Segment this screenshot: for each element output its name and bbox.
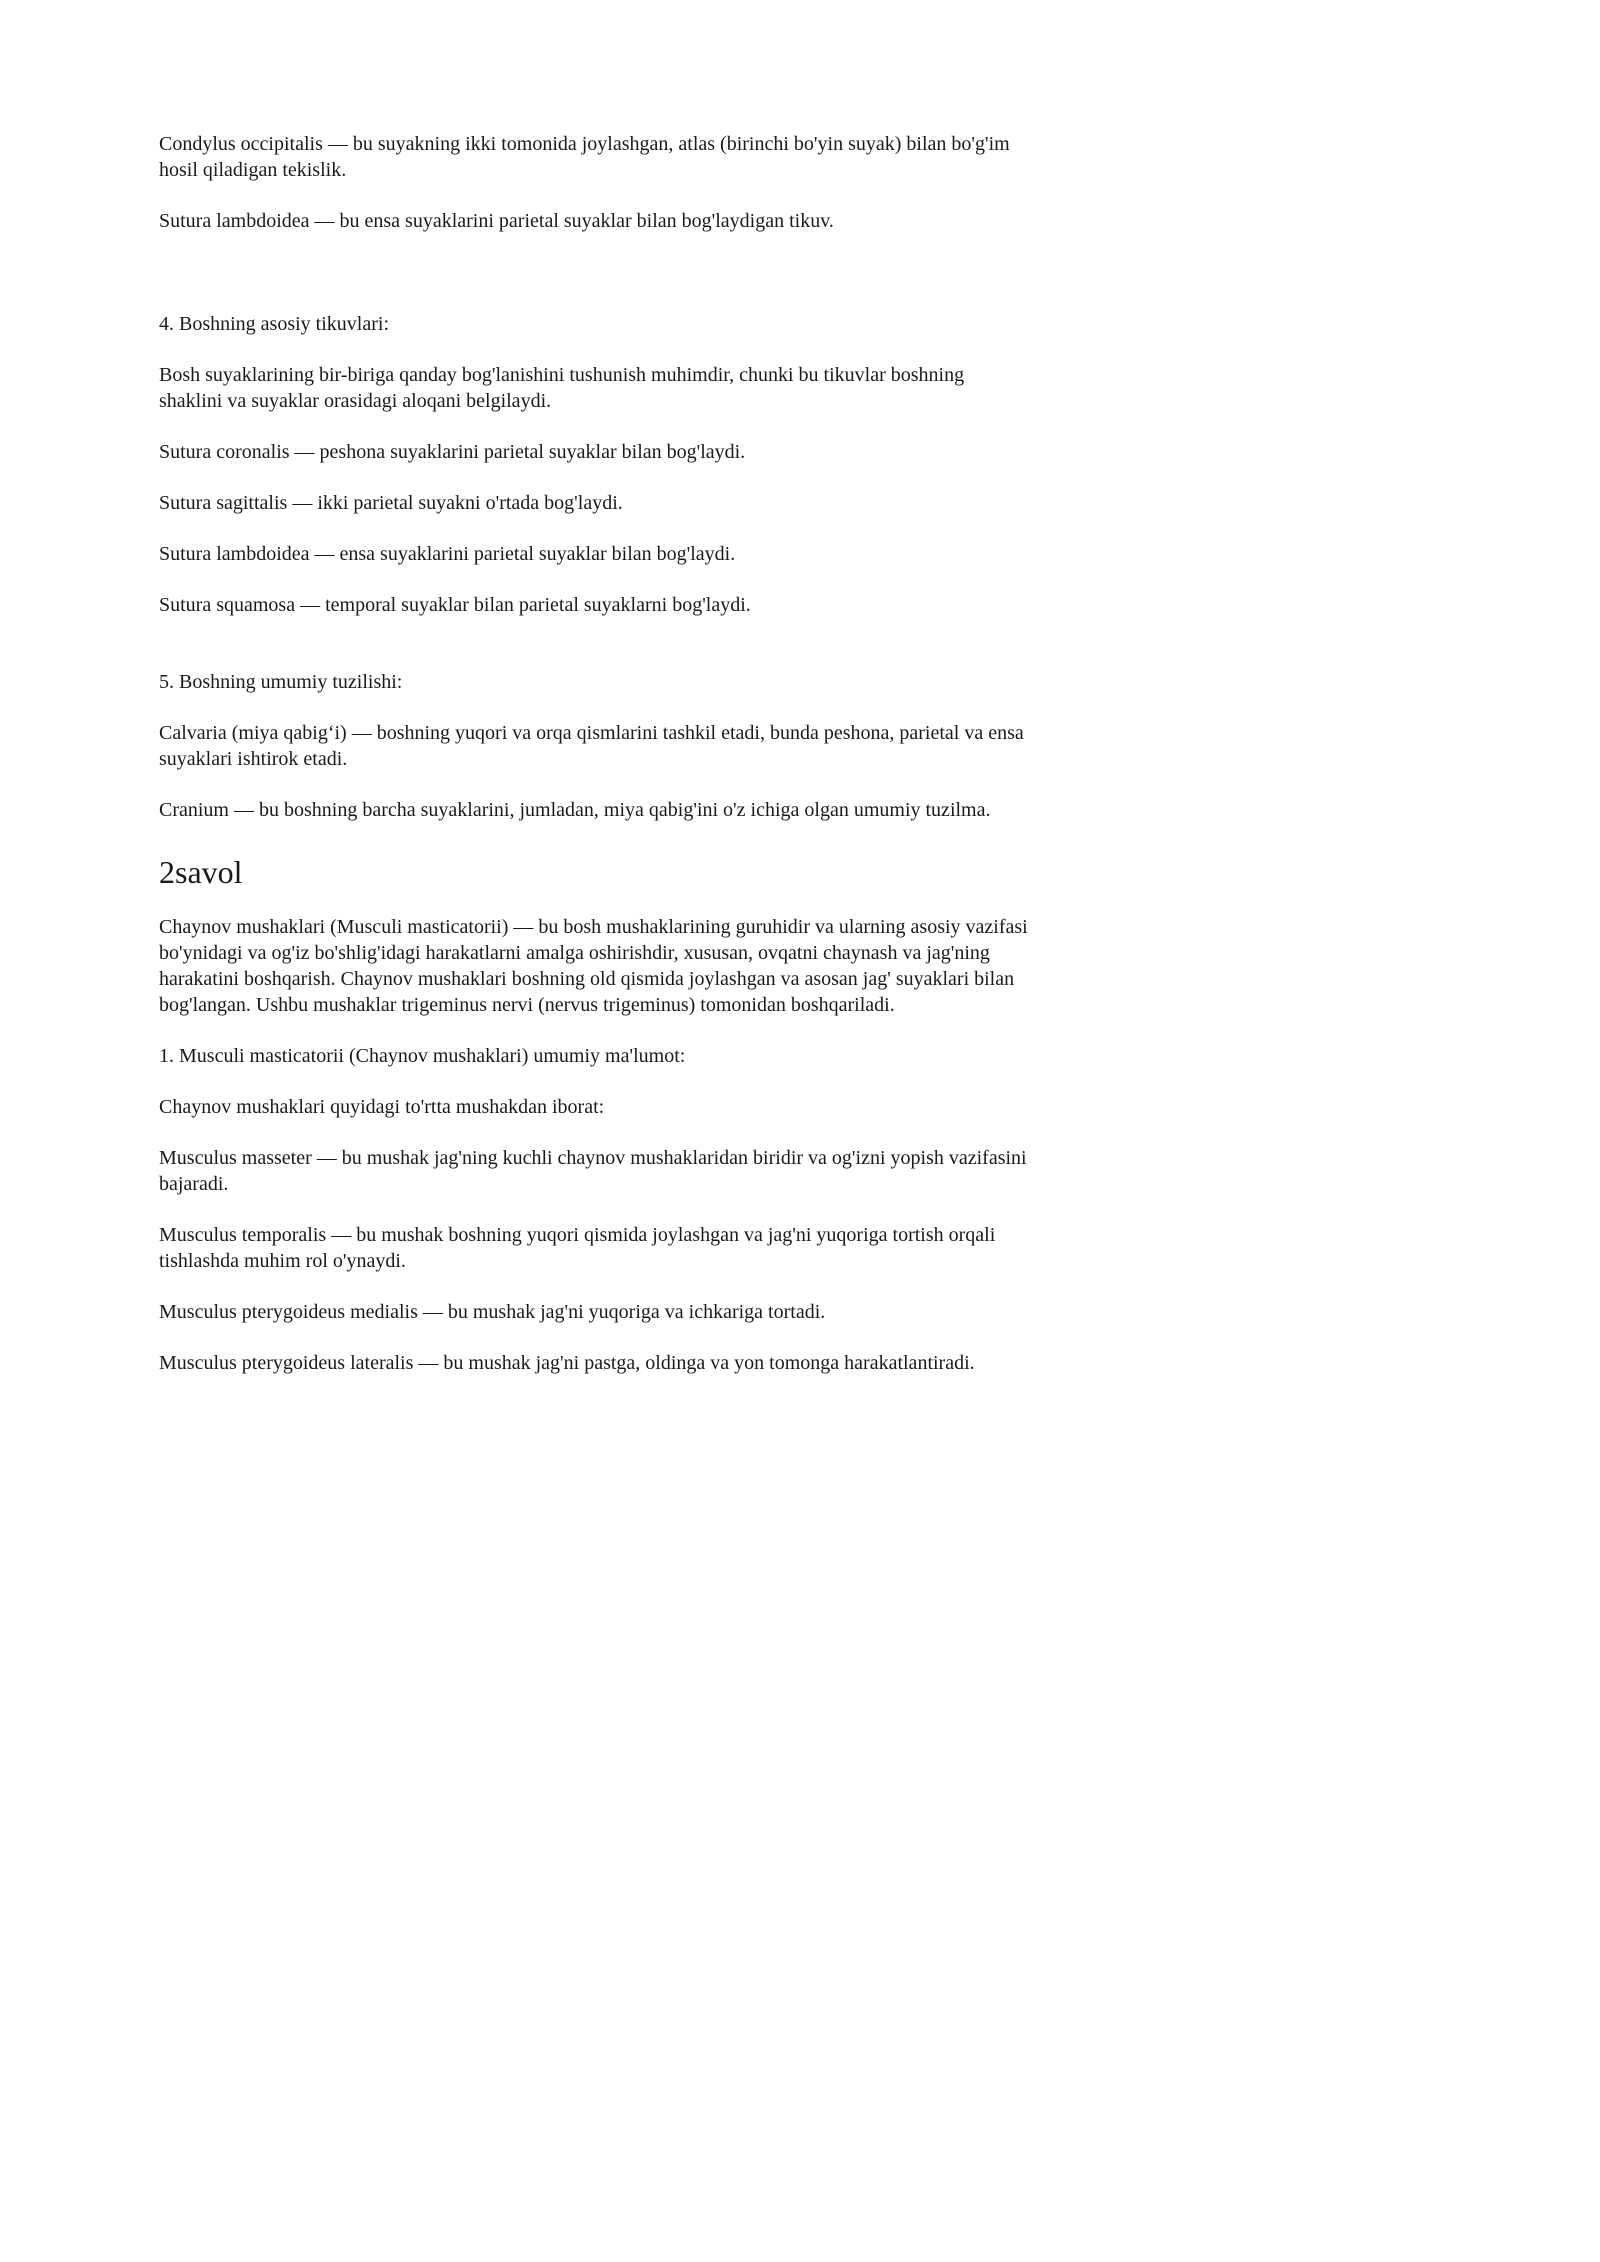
question-2-intro: Chaynov mushaklari (Musculi masticatorii) — bu bosh mushaklarining guruhidir va ularning asosiy vazifasi bo'ynidagi va og'iz bo'shlig'idagi harakatlarni amalga oshirishdir, xususan, ovqatni chaynash va jag'ning harakatini boshqarish. Chaynov mushaklari boshning old qismida joylashgan va asosan jag' suyaklari bilan bog'langan. Ushbu mushaklar trigeminus nervi (nervus trigeminus) tomonidan boshqariladi. bbox=[159, 916, 1028, 1016]
paragraph-condylus-occipitalis: Condylus occipitalis — bu suyakning ikki tomonida joylashgan, atlas (birinchi bo'yin suyak) bilan bo'g'im hosil qiladigan tekislik. bbox=[159, 133, 1010, 181]
document-body bbox=[159, 131, 1029, 1376]
structure-item-calvaria: Calvaria (miya qabig‘i) — boshning yuqori va orqa qismlarini tashkil etadi, bunda peshona, parietal va ensa suyaklari ishtirok etadi. bbox=[159, 722, 1024, 770]
suture-item-coronalis: Sutura coronalis — peshona suyaklarini parietal suyaklar bilan bog'laydi. bbox=[159, 441, 746, 463]
question-2-subheading: 1. Musculi masticatorii (Chaynov mushaklari) umumiy ma'lumot: bbox=[159, 1045, 686, 1067]
muscle-item-masseter: Musculus masseter — bu mushak jag'ning kuchli chaynov mushaklaridan biridir va og'izni yopish vazifasini bajaradi. bbox=[159, 1147, 1027, 1195]
muscle-item-temporalis: Musculus temporalis — bu mushak boshning yuqori qismida joylashgan va jag'ni yuqoriga tortish orqali tishlashda muhim rol o'ynaydi. bbox=[159, 1224, 996, 1272]
structure-item-cranium: Cranium — bu boshning barcha suyaklarini, jumladan, miya qabig'ini o'z ichiga olgan umumiy tuzilma. bbox=[159, 799, 991, 821]
section-5-heading: 5. Boshning umumiy tuzilishi: bbox=[159, 671, 403, 693]
question-2-title: 2savol bbox=[159, 854, 243, 890]
paragraph-sutura-lambdoidea-definition: Sutura lambdoidea — bu ensa suyaklarini parietal suyaklar bilan bog'laydigan tikuv. bbox=[159, 210, 834, 232]
muscle-item-pterygoideus-lateralis: Musculus pterygoideus lateralis — bu mushak jag'ni pastga, oldinga va yon tomonga harakatlantiradi. bbox=[159, 1352, 975, 1374]
suture-item-sagittalis: Sutura sagittalis — ikki parietal suyakni o'rtada bog'laydi. bbox=[159, 492, 623, 514]
document-page bbox=[0, 0, 1100, 1556]
section-4-intro: Bosh suyaklarining bir-biriga qanday bog'lanishini tushunish muhimdir, chunki bu tikuvlar boshning shaklini va suyaklar orasidagi aloqani belgilaydi. bbox=[159, 364, 965, 412]
suture-item-squamosa: Sutura squamosa — temporal suyaklar bilan parietal suyaklarni bog'laydi. bbox=[159, 594, 751, 616]
question-2-lead: Chaynov mushaklari quyidagi to'rtta mushakdan iborat: bbox=[159, 1096, 605, 1118]
suture-item-lambdoidea: Sutura lambdoidea — ensa suyaklarini parietal suyaklar bilan bog'laydi. bbox=[159, 543, 736, 565]
muscle-item-pterygoideus-medialis: Musculus pterygoideus medialis — bu mushak jag'ni yuqoriga va ichkariga tortadi. bbox=[159, 1301, 826, 1323]
section-4-heading: 4. Boshning asosiy tikuvlari: bbox=[159, 313, 389, 335]
